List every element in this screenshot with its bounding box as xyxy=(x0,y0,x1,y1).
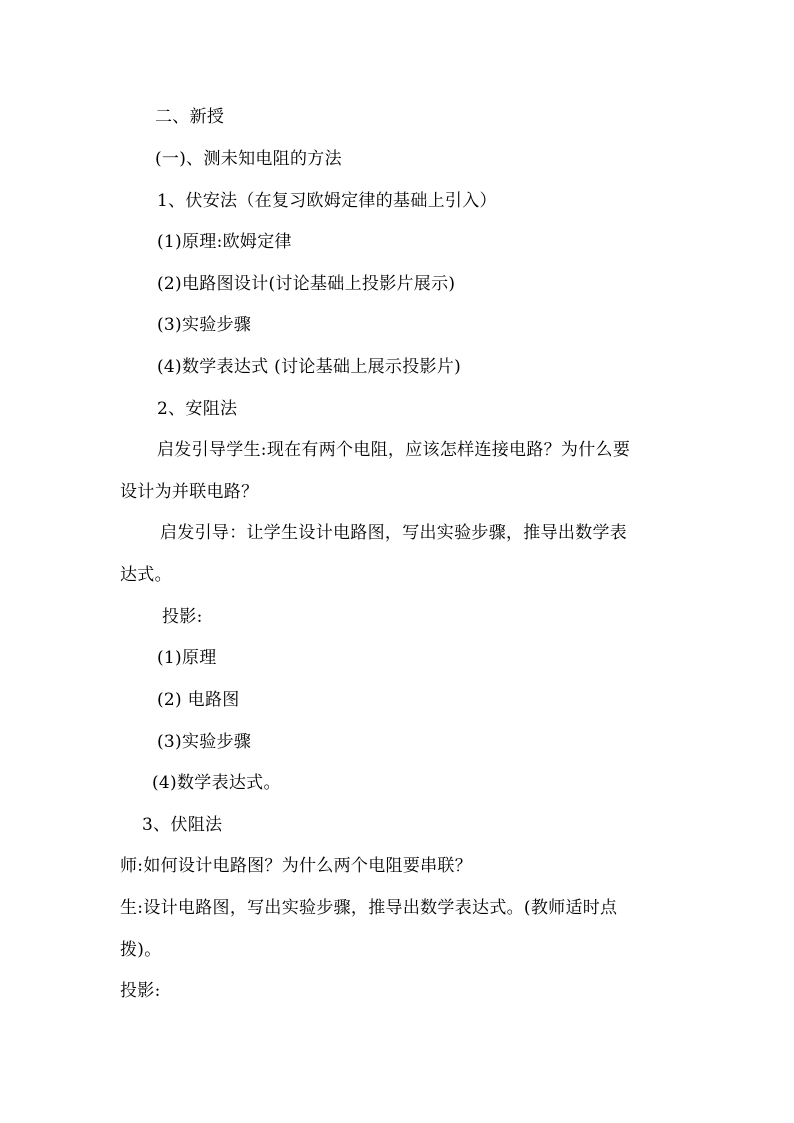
paragraph-line: 师:如何设计电路图？为什么两个电阻要串联？ xyxy=(120,856,473,876)
method-heading-3: 3、伏阻法 xyxy=(142,815,223,835)
paragraph-line: 启发引导：让学生设计电路图，写出实验步骤，推导出数学表 xyxy=(160,523,628,543)
list-item: (4)数学表达式 (讨论基础上展示投影片) xyxy=(157,357,462,377)
list-item: (4)数学表达式。 xyxy=(152,773,281,793)
list-item: (1)原理 xyxy=(157,648,217,668)
list-item: (3)实验步骤 xyxy=(157,732,252,752)
paragraph-line: 生:设计电路图，写出实验步骤，推导出数学表达式。(教师适时点 xyxy=(120,898,618,918)
section-heading-new-lesson: 二、新授 xyxy=(155,107,225,127)
list-item: (2)电路图设计(讨论基础上投影片展示) xyxy=(157,274,456,294)
projection-label: 投影: xyxy=(162,607,203,627)
subsection-heading: (一)、测未知电阻的方法 xyxy=(155,149,342,169)
paragraph-line: 达式。 xyxy=(120,565,172,585)
paragraph-line: 拨)。 xyxy=(120,940,162,960)
method-heading-2: 2、安阻法 xyxy=(157,399,238,419)
paragraph-line: 启发引导学生:现在有两个电阻，应该怎样连接电路？为什么要 xyxy=(157,440,631,460)
method-heading-1: 1、伏安法（在复习欧姆定律的基础上引入） xyxy=(157,191,497,211)
list-item: (2) 电路图 xyxy=(157,690,240,710)
paragraph-line: 设计为并联电路？ xyxy=(120,482,259,502)
projection-label: 投影: xyxy=(120,981,161,1001)
list-item: (3)实验步骤 xyxy=(157,315,252,335)
list-item: (1)原理:欧姆定律 xyxy=(157,232,292,252)
